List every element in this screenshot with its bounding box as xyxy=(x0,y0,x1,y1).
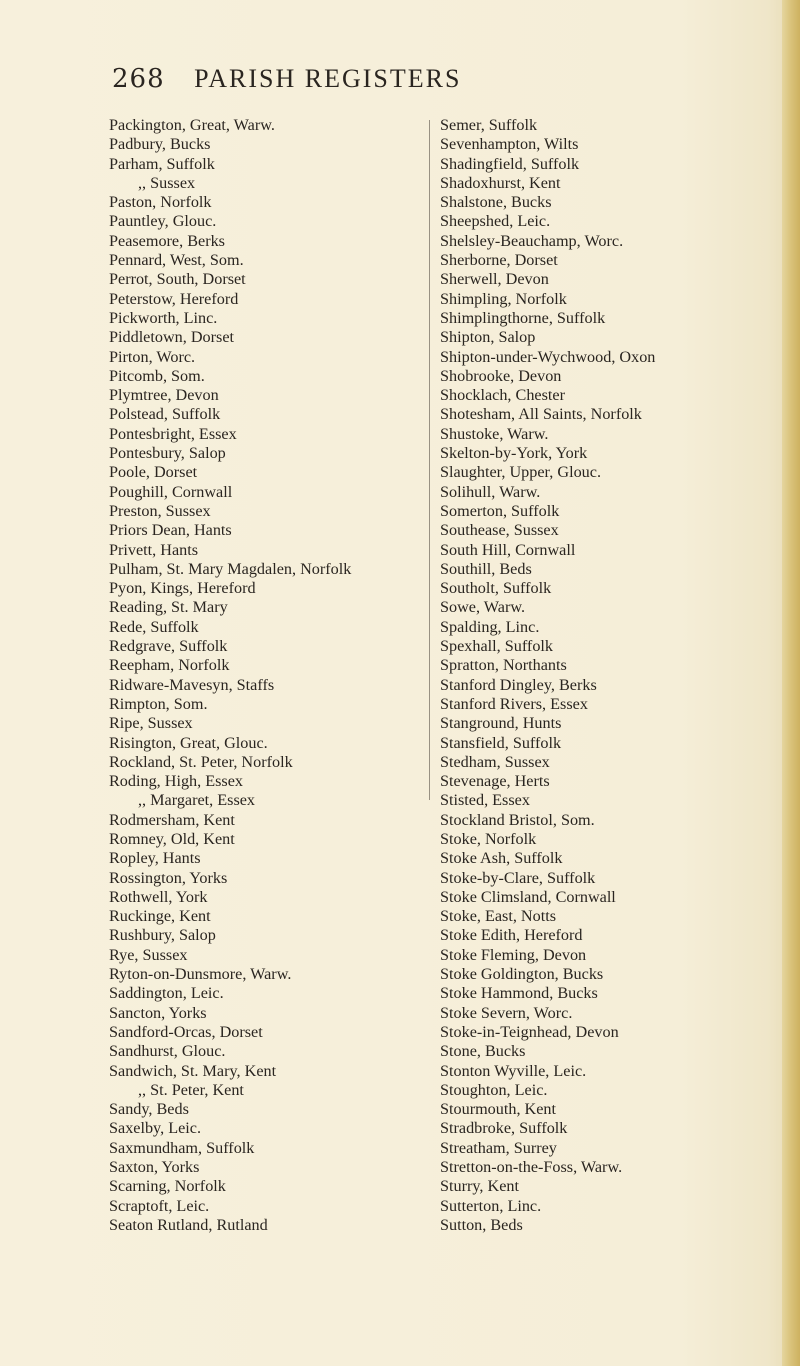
register-entry: Sandford-Orcas, Dorset xyxy=(109,1022,263,1041)
register-entry: Poughill, Cornwall xyxy=(109,482,233,501)
register-entry: Stoughton, Leic. xyxy=(440,1080,548,1099)
left-column-list xyxy=(109,116,351,1235)
register-entry: Rye, Sussex xyxy=(109,945,188,964)
register-entry: South Hill, Cornwall xyxy=(440,540,576,559)
register-entry: Padbury, Bucks xyxy=(109,135,211,154)
register-entry: Stone, Bucks xyxy=(440,1042,526,1061)
register-entry: Saxmundham, Suffolk xyxy=(109,1138,255,1157)
register-entry: Spalding, Linc. xyxy=(440,617,540,636)
register-entry: Stanford Rivers, Essex xyxy=(440,694,588,713)
register-entry: Peasemore, Berks xyxy=(109,231,225,250)
register-entry: Stedham, Sussex xyxy=(440,752,550,771)
register-entry: Rimpton, Som. xyxy=(109,694,208,713)
column-divider xyxy=(429,120,430,800)
register-entry: Pauntley, Glouc. xyxy=(109,212,217,231)
register-entry: Sancton, Yorks xyxy=(109,1003,207,1022)
register-entry: Sowe, Warw. xyxy=(440,598,526,617)
register-entry: Streatham, Surrey xyxy=(440,1138,557,1157)
register-entry: Pyon, Kings, Hereford xyxy=(109,579,256,598)
register-entry: Romney, Old, Kent xyxy=(109,829,235,848)
register-entry: Sherwell, Devon xyxy=(440,270,549,289)
register-entry: Stockland Bristol, Som. xyxy=(440,810,595,829)
register-entry: Shipton-under-Wychwood, Oxon xyxy=(440,347,656,366)
register-entry: Pirton, Worc. xyxy=(109,347,196,366)
register-entry: Spexhall, Suffolk xyxy=(440,637,554,656)
register-entry: Stradbroke, Suffolk xyxy=(440,1119,568,1138)
register-entry: Rossington, Yorks xyxy=(109,868,228,887)
right-column-list xyxy=(440,116,655,1235)
register-entry: Ryton-on-Dunsmore, Warw. xyxy=(109,965,292,984)
register-entry: Sandy, Beds xyxy=(109,1100,189,1119)
register-entry: ,, St. Peter, Kent xyxy=(138,1080,244,1099)
register-entry: Southease, Sussex xyxy=(440,521,559,540)
register-entry: Shadoxhurst, Kent xyxy=(440,173,561,192)
register-entry: Stanford Dingley, Berks xyxy=(440,675,597,694)
register-entry: Stoke Ash, Suffolk xyxy=(440,849,563,868)
register-entry: Sandwich, St. Mary, Kent xyxy=(109,1061,277,1080)
register-entry: Stourmouth, Kent xyxy=(440,1100,557,1119)
register-entry: Rede, Suffolk xyxy=(109,617,199,636)
register-entry: Rothwell, York xyxy=(109,887,208,906)
register-entry: Skelton-by-York, York xyxy=(440,444,588,463)
register-entry: Roding, High, Essex xyxy=(109,772,243,791)
register-entry: Shobrooke, Devon xyxy=(440,366,562,385)
register-entry: Stretton-on-the-Foss, Warw. xyxy=(440,1158,623,1177)
register-entry: Redgrave, Suffolk xyxy=(109,637,228,656)
register-entry: Pontesbright, Essex xyxy=(109,424,237,443)
register-entry: Stoke Fleming, Devon xyxy=(440,945,587,964)
register-entry: Stoke, Norfolk xyxy=(440,829,537,848)
register-entry: Privett, Hants xyxy=(109,540,199,559)
register-entry: Rockland, St. Peter, Norfolk xyxy=(109,752,293,771)
register-entry: ,, Sussex xyxy=(138,173,196,192)
page-number: 268 xyxy=(112,64,165,94)
register-entry: Stansfield, Suffolk xyxy=(440,733,562,752)
register-entry: Sherborne, Dorset xyxy=(440,251,558,270)
register-entry: Peterstow, Hereford xyxy=(109,289,239,308)
register-entry: Shimpling, Norfolk xyxy=(440,289,567,308)
register-entry: Pickworth, Linc. xyxy=(109,308,218,327)
register-entry: Shipton, Salop xyxy=(440,328,536,347)
register-entry: Ruckinge, Kent xyxy=(109,907,211,926)
page-edge xyxy=(782,0,800,1366)
register-entry: Poole, Dorset xyxy=(109,463,198,482)
register-entry: Scraptoft, Leic. xyxy=(109,1196,210,1215)
register-entry: Scarning, Norfolk xyxy=(109,1177,226,1196)
register-entry: Plymtree, Devon xyxy=(109,386,219,405)
register-entry: Sutterton, Linc. xyxy=(440,1196,542,1215)
register-entry: Reepham, Norfolk xyxy=(109,656,230,675)
register-entry: Stoke Climsland, Cornwall xyxy=(440,887,616,906)
register-entry: Somerton, Suffolk xyxy=(440,501,560,520)
register-entry: Pennard, West, Som. xyxy=(109,251,244,270)
page-header xyxy=(112,64,461,94)
register-entry: Preston, Sussex xyxy=(109,501,211,520)
register-entry: Southill, Beds xyxy=(440,559,532,578)
register-entry: Shadingfield, Suffolk xyxy=(440,154,580,173)
register-entry: Pitcomb, Som. xyxy=(109,366,205,385)
register-entry: Stoke-by-Clare, Suffolk xyxy=(440,868,596,887)
register-entry: Solihull, Warw. xyxy=(440,482,541,501)
register-entry: Sheepshed, Leic. xyxy=(440,212,551,231)
register-entry: Pulham, St. Mary Magdalen, Norfolk xyxy=(109,559,352,578)
register-entry: Stisted, Essex xyxy=(440,791,530,810)
register-entry: Shotesham, All Saints, Norfolk xyxy=(440,405,642,424)
register-entry: Stoke Goldington, Bucks xyxy=(440,965,604,984)
register-entry: Rushbury, Salop xyxy=(109,926,216,945)
register-entry: Paston, Norfolk xyxy=(109,193,212,212)
register-entry: Polstead, Suffolk xyxy=(109,405,221,424)
register-entry: Priors Dean, Hants xyxy=(109,521,232,540)
register-entry: Ridware-Mavesyn, Staffs xyxy=(109,675,275,694)
register-entry: Semer, Suffolk xyxy=(440,116,538,134)
register-entry: Packington, Great, Warw. xyxy=(109,116,275,134)
register-entry: Shalstone, Bucks xyxy=(440,193,552,212)
register-entry: Spratton, Northants xyxy=(440,656,567,675)
register-entry: Shocklach, Chester xyxy=(440,386,565,405)
register-entry: Stevenage, Herts xyxy=(440,772,550,791)
register-entry: Shimplingthorne, Suffolk xyxy=(440,308,606,327)
register-entry: Perrot, South, Dorset xyxy=(109,270,246,289)
register-entry: Rodmersham, Kent xyxy=(109,810,235,829)
register-entry: Stoke Severn, Worc. xyxy=(440,1003,573,1022)
register-entry: Ripe, Sussex xyxy=(109,714,193,733)
register-entry: Piddletown, Dorset xyxy=(109,328,234,347)
register-entry: Ropley, Hants xyxy=(109,849,201,868)
register-entry: ,, Margaret, Essex xyxy=(138,791,256,810)
register-entry: Shelsley-Beauchamp, Worc. xyxy=(440,231,624,250)
register-entry: Saddington, Leic. xyxy=(109,984,224,1003)
register-entry: Sandhurst, Glouc. xyxy=(109,1042,226,1061)
register-entry: Sturry, Kent xyxy=(440,1177,519,1196)
register-entry: Seaton Rutland, Rutland xyxy=(109,1215,268,1234)
register-entry: Stoke-in-Teignhead, Devon xyxy=(440,1022,619,1041)
register-entry: Parham, Suffolk xyxy=(109,154,215,173)
register-entry: Shustoke, Warw. xyxy=(440,424,549,443)
register-entry: Southolt, Suffolk xyxy=(440,579,552,598)
register-entry: Stonton Wyville, Leic. xyxy=(440,1061,587,1080)
register-entry: Stoke Hammond, Bucks xyxy=(440,984,598,1003)
register-entry: Sevenhampton, Wilts xyxy=(440,135,579,154)
register-entry: Reading, St. Mary xyxy=(109,598,228,617)
register-entry: Stanground, Hunts xyxy=(440,714,562,733)
register-entry: Stoke Edith, Hereford xyxy=(440,926,583,945)
register-entry: Risington, Great, Glouc. xyxy=(109,733,268,752)
page-title: PARISH REGISTERS xyxy=(194,64,462,93)
register-entry: Stoke, East, Notts xyxy=(440,907,557,926)
register-entry: Slaughter, Upper, Glouc. xyxy=(440,463,601,482)
register-entry: Sutton, Beds xyxy=(440,1215,523,1234)
register-entry: Pontesbury, Salop xyxy=(109,444,226,463)
register-entry: Saxton, Yorks xyxy=(109,1158,200,1177)
register-entry: Saxelby, Leic. xyxy=(109,1119,201,1138)
